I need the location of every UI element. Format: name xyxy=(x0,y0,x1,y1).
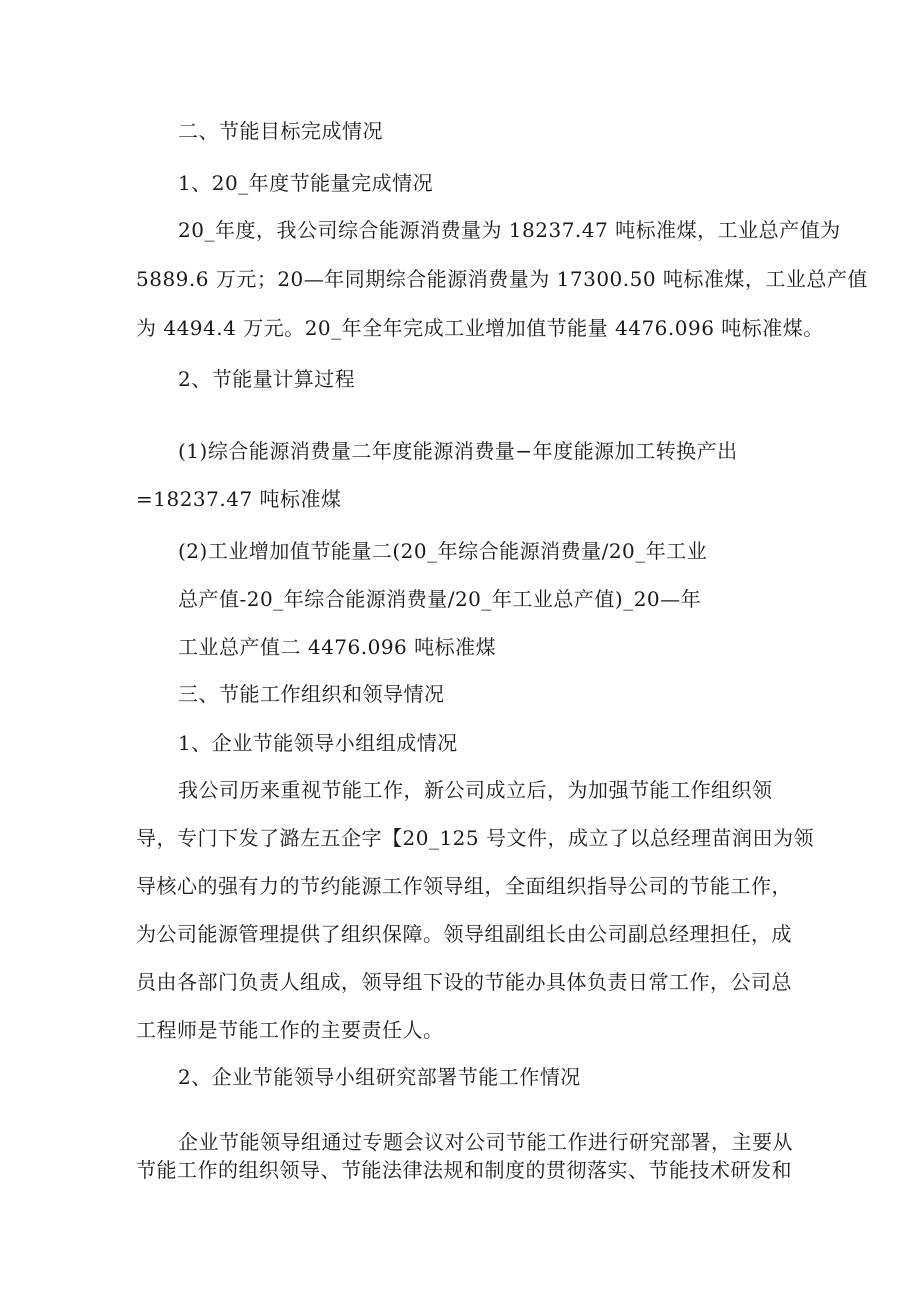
section-heading: 三、节能工作组织和领导情况 xyxy=(178,682,445,706)
subsection-heading: 2、节能量计算过程 xyxy=(178,367,356,391)
paragraph-line: 节能工作的组织领导、节能法律法规和制度的贯彻落实、节能技术研发和 xyxy=(136,1158,792,1182)
paragraph-line: 导核心的强有力的节约能源工作领导组，全面组织指导公司的节能工作， xyxy=(136,874,792,898)
subsection-heading: 2、企业节能领导小组研究部署节能工作情况 xyxy=(178,1065,581,1089)
paragraph-line: 为 4494.4 万元。20_年全年完成工业增加值节能量 4476.096 吨标准煤。 xyxy=(136,316,824,340)
formula-line: 总产值-20_年综合能源消费量/20_年工业总产值)_20—年 xyxy=(178,587,702,611)
formula-line: (1)综合能源消费量二年度能源消费量−年度能源加工转换产出 xyxy=(178,439,738,463)
subsection-heading: 1、20_年度节能量完成情况 xyxy=(178,171,434,195)
formula-line: =18237.47 吨标准煤 xyxy=(136,487,342,511)
paragraph-line: 导，专门下发了潞左五企字【20_125 号文件，成立了以总经理苗润田为领 xyxy=(136,826,814,850)
paragraph-line: 5889.6 万元；20—年同期综合能源消费量为 17300.50 吨标准煤，工业总产值 xyxy=(136,267,868,291)
paragraph-line: 为公司能源管理提供了组织保障。领导组副组长由公司副总经理担任，成 xyxy=(136,922,792,946)
paragraph-line: 员由各部门负责人组成，领导组下设的节能办具体负责日常工作，公司总 xyxy=(136,970,792,994)
paragraph-line: 20_年度，我公司综合能源消费量为 18237.47 吨标准煤，工业总产值为 xyxy=(178,218,841,242)
paragraph-line: 我公司历来重视节能工作，新公司成立后，为加强节能工作组织领 xyxy=(178,778,773,802)
formula-line: 工业总产值二 4476.096 吨标准煤 xyxy=(178,635,497,659)
paragraph-line: 企业节能领导组通过专题会议对公司节能工作进行研究部署，主要从 xyxy=(178,1130,793,1154)
subsection-heading: 1、企业节能领导小组组成情况 xyxy=(178,731,458,755)
section-heading: 二、节能目标完成情况 xyxy=(178,119,383,143)
paragraph-line: 工程师是节能工作的主要责任人。 xyxy=(136,1018,444,1042)
formula-line: (2)工业增加值节能量二(20_年综合能源消费量/20_年工业 xyxy=(178,539,708,563)
